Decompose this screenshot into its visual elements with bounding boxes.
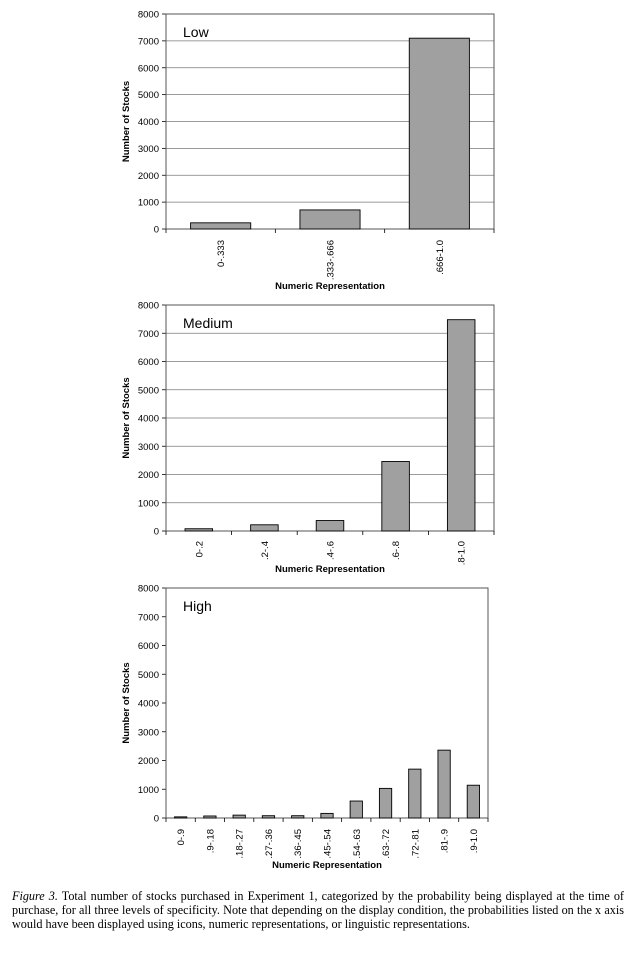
x-axis-title: Numeric Representation <box>272 860 382 871</box>
caption-text: Total number of stocks purchased in Experiment 1, categorized by the probability being displayed at the time of purchase, for all three levels of specificity. Note that depending on the display condition, the probabilities listed on the x axis would have been displayed using icons, numeric representations, or linguistic representations. <box>12 889 624 931</box>
bar <box>292 816 304 818</box>
bar <box>233 815 245 818</box>
y-tick-label: 0 <box>153 526 159 538</box>
panel-title: High <box>183 598 212 614</box>
x-tick-label: .4-.6 <box>325 541 337 561</box>
y-tick-label: 3000 <box>137 143 159 155</box>
y-tick-label: 0 <box>153 813 159 825</box>
x-tick-label: .2-.4 <box>259 541 271 561</box>
x-tick-label: .333-.666 <box>325 240 337 281</box>
y-tick-label: 7000 <box>137 36 159 48</box>
y-axis-title: Number of Stocks <box>121 377 132 459</box>
panel-title: Low <box>183 24 209 40</box>
y-tick-label: 2000 <box>137 170 159 182</box>
y-axis-title: Number of Stocks <box>121 80 132 163</box>
x-tick-label: .18-.27 <box>234 829 246 859</box>
y-tick-label: 3000 <box>137 727 159 739</box>
y-tick-label: 4000 <box>137 698 159 710</box>
x-tick-label: .9-1.0 <box>468 829 480 854</box>
y-tick-label: 8000 <box>137 583 159 595</box>
bar <box>185 529 213 531</box>
y-tick-label: 5000 <box>137 90 159 102</box>
panel-medium <box>121 301 494 576</box>
bar <box>447 320 475 531</box>
x-tick-label: .6-.8 <box>391 541 403 561</box>
bar <box>438 750 450 818</box>
panel-low <box>121 10 494 293</box>
x-tick-label: .72-.81 <box>410 829 422 859</box>
x-tick-label: .666-1.0 <box>434 240 446 275</box>
x-tick-label: .81-.9 <box>439 829 451 854</box>
y-tick-label: 4000 <box>137 117 159 128</box>
y-tick-label: 5000 <box>137 385 159 397</box>
figure-caption <box>12 889 624 931</box>
y-tick-label: 1000 <box>137 784 159 796</box>
x-tick-label: .8-1.0 <box>456 541 468 566</box>
bar <box>174 817 186 818</box>
bar <box>467 785 479 818</box>
bar <box>379 788 391 818</box>
bar <box>382 462 410 531</box>
bar <box>409 769 421 818</box>
y-tick-label: 0 <box>153 224 159 236</box>
bar <box>262 816 274 818</box>
bar <box>321 813 333 818</box>
x-tick-label: 0-.9 <box>176 829 188 846</box>
y-tick-label: 6000 <box>137 357 159 368</box>
panel-high <box>121 584 488 872</box>
x-tick-label: .63-.72 <box>381 829 393 859</box>
bar <box>316 521 344 531</box>
bar <box>204 816 216 818</box>
x-tick-label: 0-.333 <box>216 240 228 267</box>
x-axis-title: Numeric Representation <box>275 281 385 292</box>
y-tick-label: 3000 <box>137 441 159 453</box>
y-tick-label: 1000 <box>137 498 159 510</box>
x-tick-label: .54-.63 <box>351 829 363 859</box>
x-tick-label: .9-.18 <box>205 829 217 854</box>
bar <box>300 210 360 229</box>
y-tick-label: 8000 <box>137 300 159 312</box>
y-tick-label: 7000 <box>137 328 159 340</box>
y-tick-label: 7000 <box>137 612 159 624</box>
x-tick-label: .27-.36 <box>263 829 275 859</box>
y-tick-label: 1000 <box>137 197 159 209</box>
y-tick-label: 2000 <box>137 756 159 767</box>
y-tick-label: 6000 <box>137 641 159 652</box>
bar <box>350 801 362 818</box>
caption-label: Figure 3. <box>12 889 58 903</box>
x-tick-label: 0-.2 <box>194 541 206 558</box>
panel-title: Medium <box>183 315 233 331</box>
x-tick-label: .36-.45 <box>293 829 305 859</box>
y-tick-label: 2000 <box>137 470 159 481</box>
y-tick-label: 6000 <box>137 63 159 75</box>
y-axis-title: Number of Stocks <box>121 662 132 744</box>
bar <box>191 223 251 229</box>
y-tick-label: 8000 <box>137 9 159 21</box>
x-axis-title: Numeric Representation <box>275 564 385 575</box>
y-tick-label: 4000 <box>137 413 159 425</box>
bar <box>251 525 279 531</box>
bar <box>409 38 469 229</box>
y-tick-label: 5000 <box>137 669 159 681</box>
x-tick-label: .45-.54 <box>322 829 334 859</box>
